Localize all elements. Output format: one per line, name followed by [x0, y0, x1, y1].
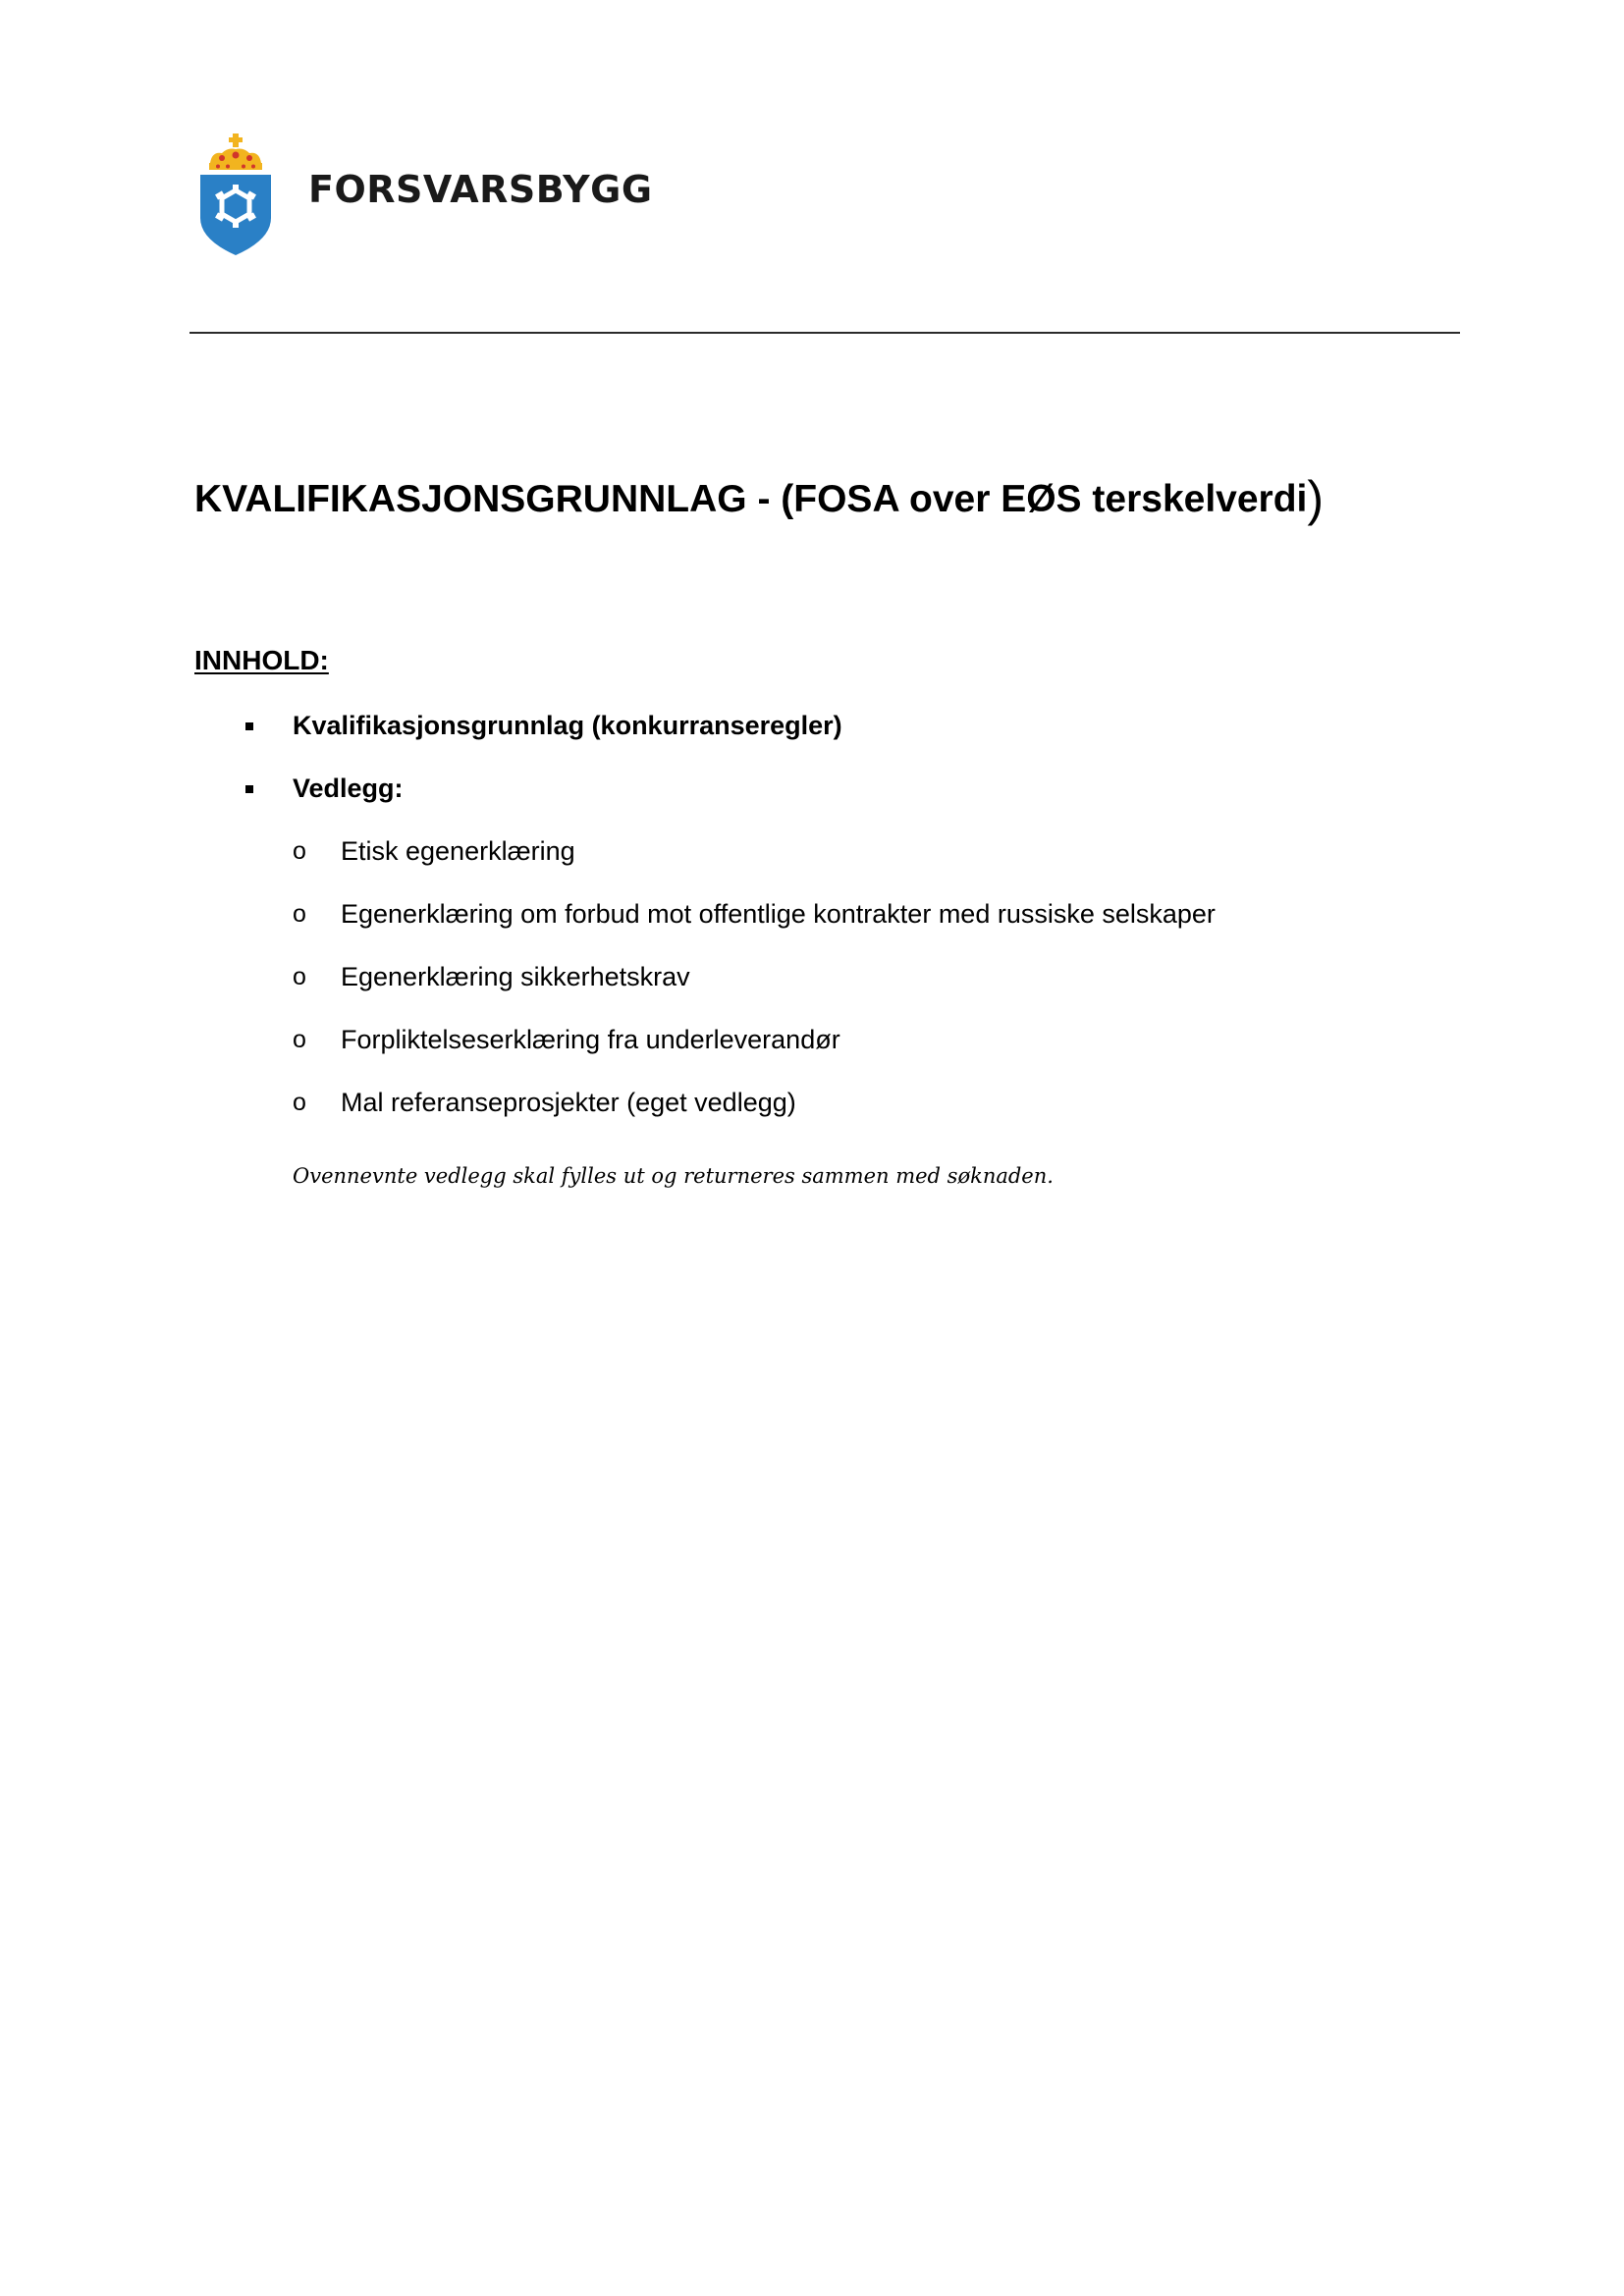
document-title: [194, 469, 1324, 528]
forsvarsbygg-crest-icon: [198, 133, 273, 257]
square-bullet-icon: [245, 785, 253, 793]
document-title-closing-paren: ): [1307, 471, 1325, 526]
document-title-text: KVALIFIKASJONSGRUNNLAG - (FOSA over EØS terskelverdi: [194, 478, 1308, 520]
sub-list-item-label: Egenerklæring om forbud mot offentlige kontrakter med russiske selskaper: [341, 899, 1216, 929]
sub-list-item-label: Forpliktelseserklæring fra underleverandør: [341, 1025, 840, 1054]
list-item: [245, 709, 842, 742]
header-divider: [189, 332, 1460, 334]
contents-heading: INNHOLD:: [194, 645, 329, 675]
circle-bullet-icon: o: [293, 837, 306, 865]
list-item-label: Kvalifikasjonsgrunnlag (konkurranseregler): [293, 711, 842, 740]
logo-wordmark: FORSVARSBYGG: [308, 168, 653, 211]
sub-list-item-label: Etisk egenerklæring: [341, 836, 575, 866]
circle-bullet-icon: o: [293, 1026, 306, 1053]
list-item-label: Vedlegg:: [293, 774, 404, 803]
sub-list-item-label: Mal referanseprosjekter (eget vedlegg): [341, 1088, 796, 1117]
list-item: [245, 772, 404, 805]
circle-bullet-icon: o: [293, 900, 306, 928]
attachments-note: Ovennevnte vedlegg skal fylles ut og returneres sammen med søknaden.: [293, 1164, 1054, 1188]
sub-list-item-label: Egenerklæring sikkerhetskrav: [341, 962, 690, 991]
circle-bullet-icon: o: [293, 963, 306, 990]
square-bullet-icon: [245, 722, 253, 730]
circle-bullet-icon: o: [293, 1089, 306, 1116]
